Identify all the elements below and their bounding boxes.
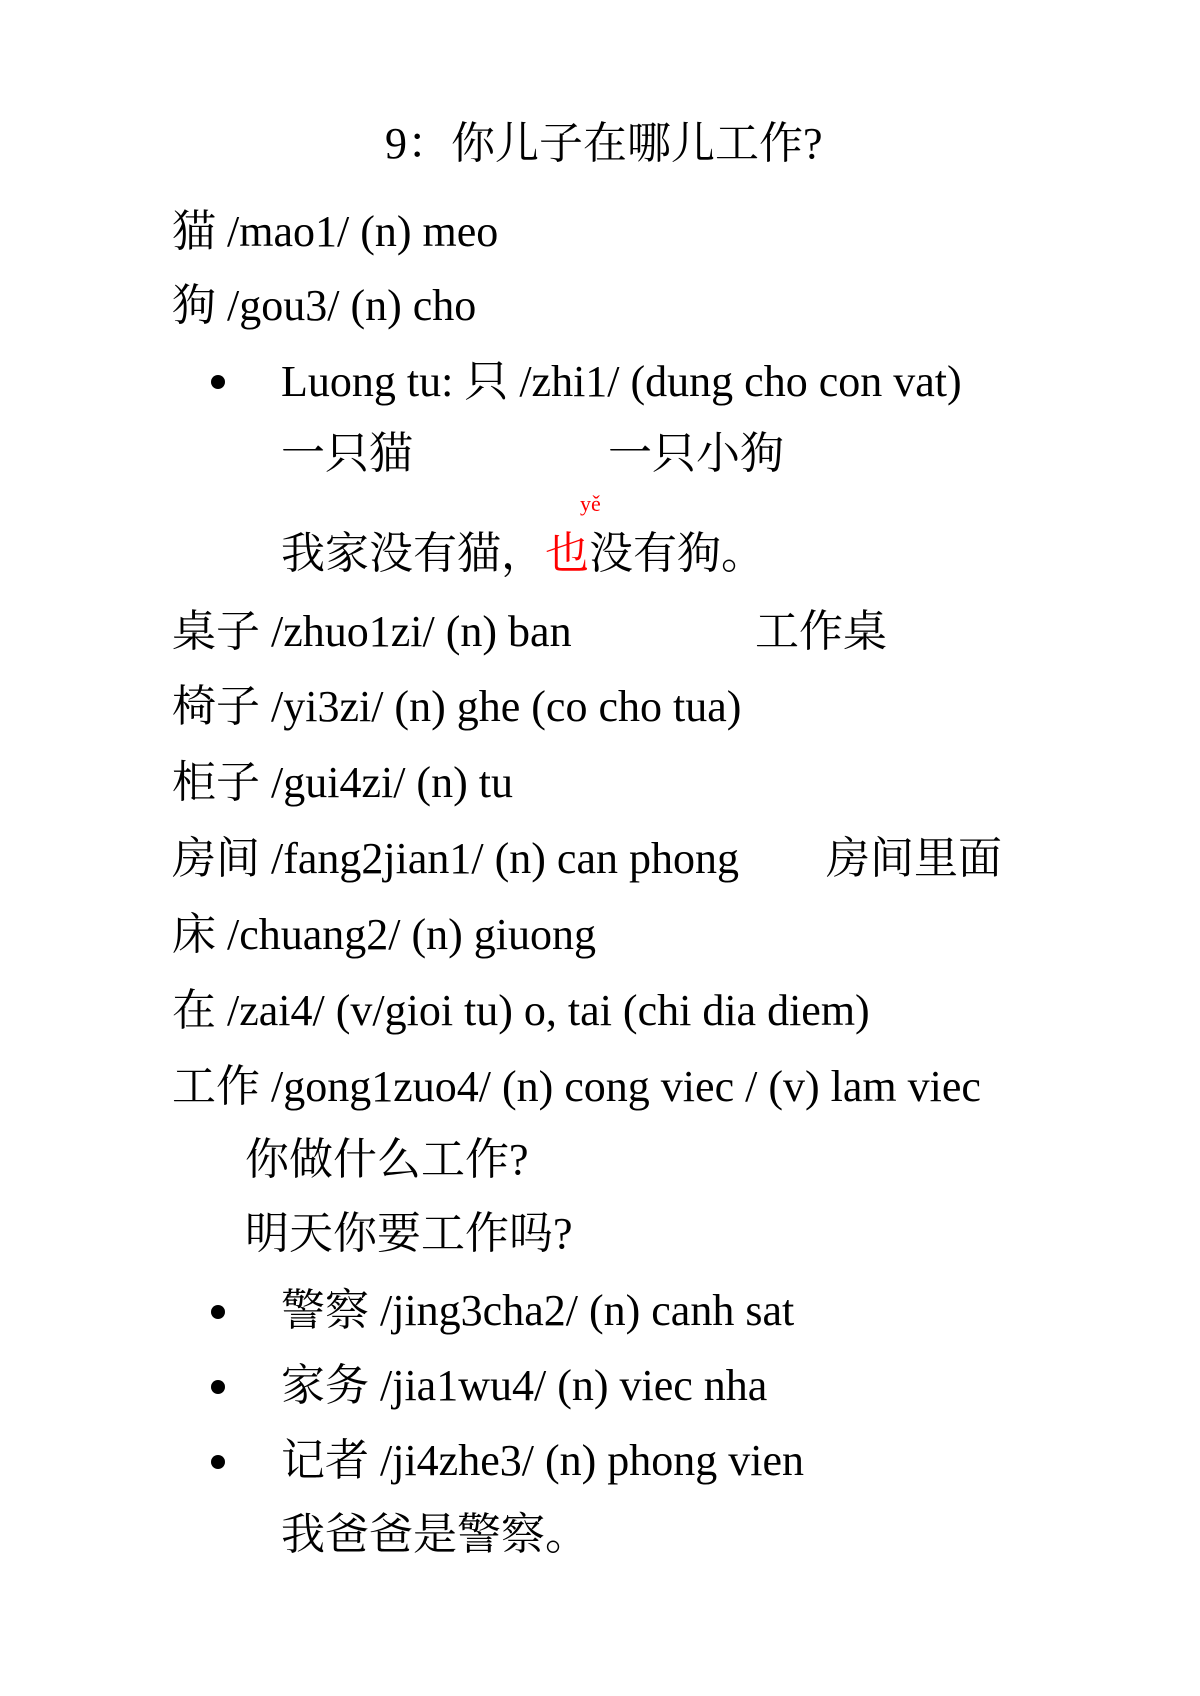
job-housework: 家务 /jia1wu4/ (n) viec nha [281, 1361, 768, 1410]
sentence-part-1: 我家没有猫， [281, 529, 545, 578]
vocab-work: 工作 /gong1zuo4/ (n) cong viec / (v) lam viec [172, 1062, 981, 1111]
vocab-room: 房间 /fang2jian1/ (n) can phong [172, 834, 739, 883]
vocab-chair: 椅子 /yi3zi/ (n) ghe (co cho tua) [172, 682, 742, 731]
vocab-table: 桌子 /zhuo1zi/ (n) ban [172, 607, 572, 656]
vocab-at: 在 /zai4/ (v/gioi tu) o, tai (chi dia diem) [172, 986, 870, 1035]
vocab-cat: 猫 /mao1/ (n) meo [172, 207, 499, 256]
bullet-icon [211, 1455, 225, 1469]
example-sentence [281, 528, 765, 580]
job-reporter: 记者 /ji4zhe3/ (n) phong vien [281, 1436, 805, 1485]
vocab-table-extra: 工作桌 [755, 607, 887, 656]
job-police: 警察 /jing3cha2/ (n) canh sat [281, 1286, 795, 1335]
vocab-room-extra: 房间里面 [826, 834, 1002, 883]
pinyin-note: yě [580, 491, 601, 516]
page-title: 9：你儿子在哪儿工作? [385, 119, 823, 168]
measure-example-cat: 一只猫 [281, 429, 413, 478]
work-example-1: 你做什么工作? [245, 1135, 529, 1184]
sentence-part-2: 没有狗。 [589, 529, 765, 578]
work-example-2: 明天你要工作吗? [245, 1209, 573, 1258]
vocab-cabinet: 柜子 /gui4zi/ (n) tu [172, 758, 513, 807]
measure-example-dog: 一只小狗 [608, 429, 784, 478]
measure-word-line: Luong tu: 只 /zhi1/ (dung cho con vat) [281, 357, 962, 406]
highlight-ye: 也 [545, 529, 589, 578]
vocab-bed: 床 /chuang2/ (n) giuong [172, 910, 597, 959]
bullet-icon [211, 1380, 225, 1394]
final-example: 我爸爸是警察。 [281, 1510, 589, 1559]
bullet-icon [211, 1305, 225, 1319]
bullet-icon [211, 375, 225, 389]
vocab-dog: 狗 /gou3/ (n) cho [172, 281, 477, 330]
